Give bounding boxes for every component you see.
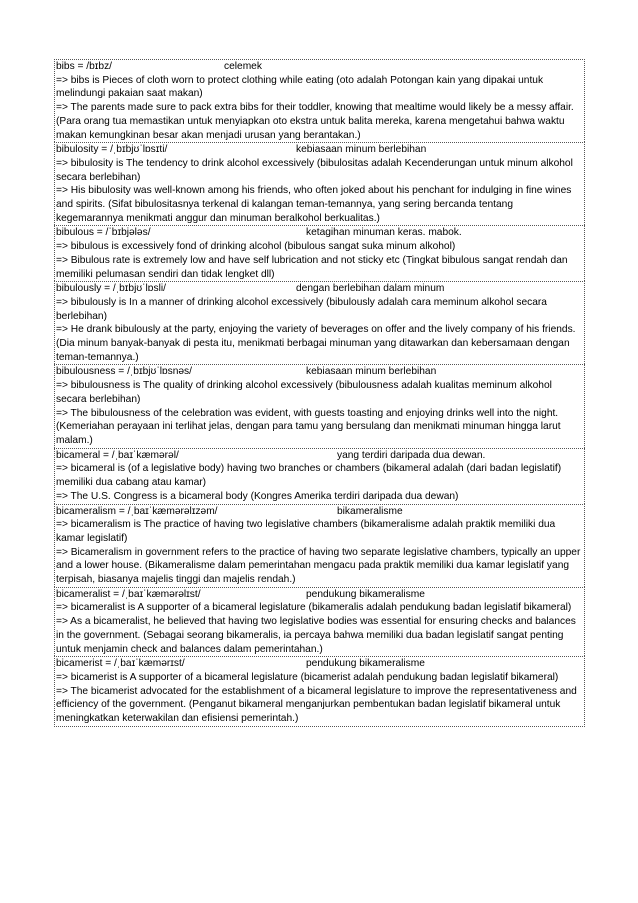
entry-bibulously	[54, 281, 585, 364]
entry-example: => He drank bibulously at the party, enjoying the variety of beverages on offer and the lively company of his friends. (Dia minum banyak-banyak di pesta itu, menikmati berbagai minuman yang ditawarkan dan kebersamaan dengan teman-temannya.)	[56, 324, 576, 363]
entry-example: => The parents made sure to pack extra bibs for their toddler, knowing that mealtime would likely be a messy affair. (Para orang tua memastikan untuk menyiapkan oto ekstra untuk balita mereka, karena mengetahui bahwa waktu makan kemungkinan besar akan menjadi urusan yang berantakan.)	[56, 102, 574, 141]
entry-bicameralist	[54, 587, 585, 657]
entry-definition: => bicameral is (of a legislative body) having two branches or chambers (bikameral adalah (dari badan legislatif) memiliki dua cabang atau kamar)	[56, 463, 562, 489]
entry-headline	[56, 226, 583, 240]
entry-definition: => bicameralism is The practice of having two legislative chambers (bikameralisme adalah praktik memiliki dua kamar legislatif)	[56, 519, 556, 544]
entry-term: bibulously = /ˌbɪbjʊˈlɒsli/	[56, 283, 166, 295]
entry-headline	[56, 60, 583, 74]
entry-bibs	[54, 59, 585, 142]
entry-gloss: kebiasaan minum berlebihan	[306, 366, 437, 378]
entry-gloss: dengan berlebihan dalam minum	[296, 283, 445, 295]
entry-gloss: pendukung bikameralisme	[306, 658, 425, 670]
entry-term: bicamerist = /ˌbaɪˈkæmərɪst/	[56, 658, 185, 670]
entry-term: bibs = /bɪbz/	[56, 61, 113, 72]
entry-bicameralism	[54, 504, 585, 587]
entry-example: => As a bicameralist, he believed that having two legislative bodies was essential for ensuring checks and balances in the government. (Sebagai seorang bikameralis, ia percaya bahwa memiliki dua badan legislatif sangat penting untuk menjamin check and balances dalam pemerintahan.)	[56, 616, 576, 655]
entry-gloss: kebiasaan minum berlebihan	[296, 144, 427, 156]
entry-gloss: bikameralisme	[337, 505, 403, 517]
entry-headline	[56, 143, 583, 157]
entry-definition: => bicamerist is A supporter of a bicameral legislature (bicamerist adalah pendukung badan legislatif bikameral)	[56, 671, 559, 683]
entry-definition: => bibulously is In a manner of drinking alcohol excessively (bibulously adalah cara meminum alkohol secara berlebihan)	[56, 296, 547, 322]
entry-term: bibulous = /ˈbɪbjələs/	[56, 227, 151, 239]
entry-gloss: yang terdiri daripada dua dewan.	[337, 449, 486, 461]
entry-definition: => bicameralist is A supporter of a bicameral legislature (bikameralis adalah pendukung badan legislatif bikameral)	[56, 602, 572, 614]
entry-gloss: celemek	[224, 61, 262, 72]
entry-headline	[56, 657, 583, 671]
entry-gloss: ketagihan minuman keras. mabok.	[306, 227, 462, 239]
entry-gloss: pendukung bikameralisme	[306, 588, 425, 600]
entry-headline	[56, 505, 583, 519]
entry-example: => Bibulous rate is extremely low and have self lubrication and not sticky etc (Tingkat bibulous sangat rendah dan memiliki pelumasan sendiri dan tidak lengket dll)	[56, 254, 568, 280]
entry-bibulousness	[54, 364, 585, 447]
entry-term: bicameralism = /ˌbaɪˈkæmərəlɪzəm/	[56, 505, 218, 517]
entry-example: => Bicameralism in government refers to the practice of having two separate legislative chambers, typically an upper and a lower house. (Bikameralisme dalam pemerintahan mengacu pada praktik memiliki dua kamar legislatif yang terpisah, biasanya majelis tinggi dan majelis rendah.)	[56, 546, 581, 586]
entry-term: bibulosity = /ˌbɪbjʊˈlɒsɪti/	[56, 144, 168, 156]
entry-bibulous	[54, 225, 585, 281]
glossary-page	[54, 59, 585, 727]
entry-bicameral	[54, 448, 585, 504]
entry-definition: => bibulous is excessively fond of drinking alcohol (bibulous sangat suka minum alkohol)	[56, 241, 456, 253]
entry-example: => The bibulousness of the celebration was evident, with guests toasting and enjoying drinks well into the night. (Kemeriahan perayaan ini terlihat jelas, dengan para tamu yang bersulang dan menikmati minuman hingga larut malam.)	[56, 407, 561, 446]
entry-headline	[56, 449, 583, 463]
entry-headline	[56, 588, 583, 602]
entry-example: => The bicamerist advocated for the establishment of a bicameral legislature to improve the representativeness and efficiency of the government. (Penganut bikameral menganjurkan pembentukan badan legislatif bikameral untuk meningkatkan keterwakilan dan efisiensi pemerintah.)	[56, 685, 577, 725]
entry-definition: => bibulosity is The tendency to drink alcohol excessively (bibulositas adalah Kecenderungan untuk minum alkohol secara berlebihan)	[56, 157, 573, 183]
entry-definition: => bibs is Pieces of cloth worn to protect clothing while eating (oto adalah Potongan kain yang dipakai untuk melindungi pakaian saat makan)	[56, 74, 544, 100]
entry-term: bicameral = /ˌbaɪˈkæmərəl/	[56, 449, 179, 461]
entry-headline	[56, 282, 583, 296]
entry-definition: => bibulousness is The quality of drinking alcohol excessively (bibulousness adalah kualitas meminum alkohol secara berlebihan)	[56, 380, 552, 405]
entry-bibulosity	[54, 142, 585, 225]
entry-term: bicameralist = /ˌbaɪˈkæmərəlɪst/	[56, 588, 201, 600]
entry-term: bibulousness = /ˌbɪbjʊˈlɒsnəs/	[56, 366, 192, 378]
entry-example: => The U.S. Congress is a bicameral body (Kongres Amerika terdiri daripada dua dewan)	[56, 490, 459, 502]
entry-example: => His bibulosity was well-known among his friends, who often joked about his penchant for indulging in fine wines and spirits. (Sifat bibulositasnya terkenal di kalangan teman-temannya, yang sering bercanda tentang kegemarannya menikmati anggur dan minuman beralkohol berkualitas.)	[56, 185, 572, 224]
entry-headline	[56, 365, 583, 379]
entry-bicamerist	[54, 656, 585, 727]
